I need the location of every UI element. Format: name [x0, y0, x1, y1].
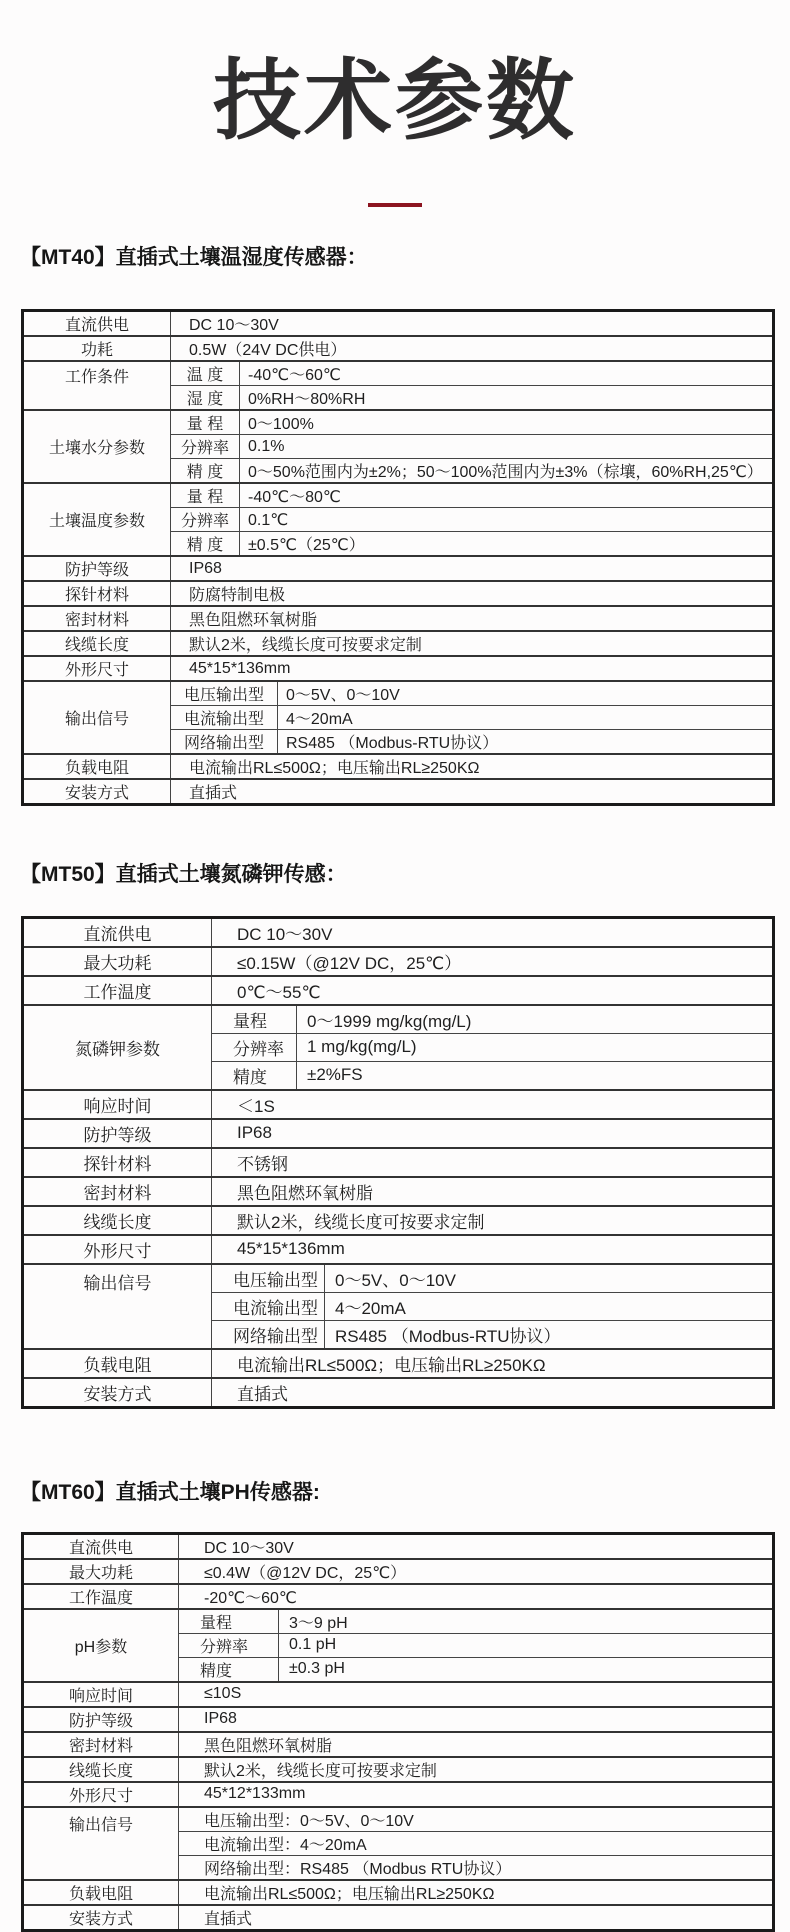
- spec-value-cell: [171, 483, 774, 508]
- spec-value-cell: [212, 1292, 774, 1320]
- table-row: [23, 631, 774, 656]
- spec-value-cell: [212, 1320, 774, 1349]
- spec-value-cell: [212, 1177, 774, 1206]
- spec-value: 不锈钢: [237, 1154, 288, 1174]
- spec-value-cell: [171, 730, 774, 755]
- table-row: [23, 656, 774, 681]
- spec-value-cell: [179, 1880, 774, 1905]
- spec-value: 4～20mA: [335, 1298, 406, 1318]
- table-row: [23, 1732, 774, 1757]
- spec-label: 防护等级: [23, 1707, 179, 1732]
- table-row: [23, 1905, 774, 1931]
- spec-label: 响应时间: [23, 1682, 179, 1707]
- spec-value: 45*15*136mm: [237, 1239, 345, 1259]
- spec-sub-label: 电流输出型: [171, 706, 278, 729]
- spec-value-cell: [179, 1855, 774, 1880]
- spec-value: 黑色阻燃环氧树脂: [237, 1183, 373, 1203]
- spec-label: 输出信号: [23, 1807, 179, 1880]
- spec-value-cell: [171, 706, 774, 730]
- spec-value: 0～100%: [248, 416, 314, 434]
- table-row: [23, 1609, 774, 1634]
- spec-value-cell: [171, 779, 774, 805]
- spec-value-cell: [212, 1033, 774, 1061]
- spec-label: 负载电阻: [23, 1349, 212, 1378]
- spec-value-cell: [212, 1005, 774, 1034]
- spec-value: 0.1 pH: [289, 1636, 337, 1654]
- table-row: [23, 1378, 774, 1408]
- spec-label: 氮磷钾参数: [23, 1005, 212, 1090]
- table-row: [23, 1005, 774, 1034]
- spec-value: ≤0.15W（@12V DC，25℃）: [237, 953, 462, 973]
- spec-value-cell: [171, 336, 774, 361]
- spec-value: IP68: [237, 1123, 272, 1143]
- spec-sub-label: 精 度: [171, 459, 240, 482]
- table-row: [23, 483, 774, 508]
- spec-label: 工作条件: [23, 361, 171, 410]
- spec-label: 土壤温度参数: [23, 483, 171, 556]
- spec-sub-label: 分辨率: [212, 1034, 297, 1061]
- spec-label: 探针材料: [23, 1148, 212, 1177]
- spec-value: 0.1%: [248, 437, 285, 455]
- table-row: [23, 976, 774, 1005]
- spec-value-cell: [171, 631, 774, 656]
- spec-sub-label: 精度: [212, 1062, 297, 1089]
- spec-value-cell: [171, 656, 774, 681]
- table-row: [23, 1090, 774, 1119]
- section-mt60: [0, 1479, 790, 1932]
- spec-sub-label: 电流输出型: [212, 1293, 325, 1320]
- spec-value: 默认2米，线缆长度可按要求定制: [237, 1212, 485, 1232]
- spec-value-cell: [171, 606, 774, 631]
- spec-label: 负载电阻: [23, 754, 171, 779]
- table-row: [23, 754, 774, 779]
- spec-sub-label: 量 程: [171, 484, 240, 507]
- spec-label: 直流供电: [23, 1533, 179, 1559]
- spec-label: 负载电阻: [23, 1880, 179, 1905]
- spec-value: IP68: [204, 1710, 237, 1728]
- spec-value: IP68: [189, 559, 222, 577]
- spec-label: pH参数: [23, 1609, 179, 1682]
- spec-label: 线缆长度: [23, 631, 171, 656]
- spec-value: ≤0.4W（@12V DC，25℃）: [204, 1564, 407, 1582]
- spec-value: 默认2米，线缆长度可按要求定制: [204, 1762, 437, 1780]
- spec-value-cell: [171, 435, 774, 459]
- table-row: [23, 1782, 774, 1807]
- table-row: [23, 1880, 774, 1905]
- spec-value: 1 mg/kg(mg/L): [307, 1037, 417, 1057]
- spec-value: 电压输出型：0～5V、0～10V: [204, 1812, 414, 1830]
- spec-sub-label: 温 度: [171, 362, 240, 385]
- spec-label: 外形尺寸: [23, 656, 171, 681]
- spec-value-cell: [171, 508, 774, 532]
- spec-value: ±2%FS: [307, 1065, 363, 1085]
- spec-value-cell: [212, 1061, 774, 1090]
- spec-value-cell: [212, 1235, 774, 1264]
- table-row: [23, 1533, 774, 1559]
- spec-label: 密封材料: [23, 1732, 179, 1757]
- table-row: [23, 1349, 774, 1378]
- spec-value-cell: [212, 917, 774, 947]
- spec-table-mount-mt40: [21, 309, 790, 806]
- spec-value: DC 10～30V: [189, 317, 279, 335]
- spec-value: 0～5V、0～10V: [286, 687, 400, 705]
- spec-value: ±0.3 pH: [289, 1660, 345, 1678]
- spec-label: 响应时间: [23, 1090, 212, 1119]
- spec-value-cell: [171, 556, 774, 581]
- spec-sub-label: 精度: [179, 1658, 279, 1681]
- spec-sub-label: 网络输出型: [171, 730, 278, 753]
- spec-label: 直流供电: [23, 311, 171, 337]
- spec-value: RS485 （Modbus-RTU协议）: [335, 1326, 561, 1346]
- spec-sub-label: 电压输出型: [212, 1265, 325, 1292]
- spec-sub-label: 量程: [212, 1006, 297, 1033]
- spec-sub-label: 分辨率: [179, 1634, 279, 1657]
- spec-label: 工作温度: [23, 976, 212, 1005]
- section-mt40: [0, 244, 790, 806]
- table-row: [23, 1757, 774, 1782]
- table-row: [23, 1707, 774, 1732]
- spec-value-cell: [179, 1807, 774, 1832]
- spec-label: 外形尺寸: [23, 1235, 212, 1264]
- spec-label: 输出信号: [23, 1264, 212, 1349]
- spec-value-cell: [179, 1533, 774, 1559]
- spec-value-cell: [171, 410, 774, 435]
- spec-value: 电流输出型：4～20mA: [204, 1836, 367, 1854]
- spec-value-cell: [212, 976, 774, 1005]
- spec-value-cell: [179, 1559, 774, 1584]
- spec-table-mount-mt50: [21, 916, 790, 1409]
- spec-label: 最大功耗: [23, 947, 212, 976]
- spec-label: 密封材料: [23, 606, 171, 631]
- spec-label: 防护等级: [23, 1119, 212, 1148]
- spec-value-cell: [212, 1349, 774, 1378]
- spec-value: ＜1S: [237, 1096, 275, 1116]
- spec-label: 线缆长度: [23, 1757, 179, 1782]
- spec-value: 直插式: [204, 1910, 253, 1928]
- section-heading-mt60: 【MT60】直插式土壤PH传感器:: [20, 1480, 320, 1504]
- spec-value: ±0.5℃（25℃）: [248, 537, 365, 555]
- spec-table-mt60: [21, 1532, 775, 1932]
- spec-value: 防腐特制电极: [189, 587, 286, 605]
- spec-value-cell: [179, 1782, 774, 1807]
- spec-label: 功耗: [23, 336, 171, 361]
- spec-label: 最大功耗: [23, 1559, 179, 1584]
- spec-value: 0～50%范围内为±2%；50～100%范围内为±3%（棕壤，60%RH,25℃）: [248, 464, 763, 482]
- spec-sub-label: 精 度: [171, 532, 240, 555]
- spec-table-mount-mt60: [21, 1532, 790, 1932]
- table-row: [23, 581, 774, 606]
- spec-value-cell: [171, 581, 774, 606]
- spec-value: -40℃～60℃: [248, 367, 341, 385]
- spec-value-cell: [171, 459, 774, 484]
- spec-value: 0～5V、0～10V: [335, 1270, 456, 1290]
- spec-value-cell: [179, 1707, 774, 1732]
- spec-label: 探针材料: [23, 581, 171, 606]
- spec-value-cell: [179, 1905, 774, 1931]
- spec-sub-label: 湿 度: [171, 386, 240, 409]
- table-row: [23, 947, 774, 976]
- spec-label: 输出信号: [23, 681, 171, 754]
- spec-label: 安装方式: [23, 1378, 212, 1408]
- spec-value-cell: [171, 361, 774, 386]
- spec-value-cell: [171, 386, 774, 411]
- spec-value: 3～9 pH: [289, 1614, 348, 1632]
- spec-value-cell: [212, 1148, 774, 1177]
- spec-label: 外形尺寸: [23, 1782, 179, 1807]
- spec-value-cell: [171, 681, 774, 706]
- spec-value-cell: [179, 1757, 774, 1782]
- spec-label: 直流供电: [23, 917, 212, 947]
- spec-value: 黑色阻燃环氧树脂: [204, 1737, 333, 1755]
- table-row: [23, 1119, 774, 1148]
- spec-table-mt40: [21, 309, 775, 806]
- section-heading-mt40: 【MT40】直插式土壤温湿度传感器：: [20, 246, 368, 269]
- spec-value: 0～1999 mg/kg(mg/L): [307, 1011, 472, 1031]
- table-row: [23, 917, 774, 947]
- spec-sub-label: 电压输出型: [171, 682, 278, 705]
- spec-label: 密封材料: [23, 1177, 212, 1206]
- spec-value-cell: [212, 1378, 774, 1408]
- spec-value: -20℃～60℃: [204, 1589, 297, 1607]
- table-row: [23, 1264, 774, 1293]
- spec-value: DC 10～30V: [204, 1539, 294, 1557]
- spec-sub-label: 量程: [179, 1610, 279, 1633]
- table-row: [23, 410, 774, 435]
- spec-value-cell: [179, 1657, 774, 1682]
- spec-value: DC 10～30V: [237, 924, 333, 944]
- spec-value: 45*15*136mm: [189, 659, 291, 677]
- spec-sub-label: 网络输出型: [212, 1321, 325, 1348]
- spec-sub-label: 分辨率: [171, 508, 240, 531]
- table-row: [23, 336, 774, 361]
- spec-sub-label: 量 程: [171, 411, 240, 434]
- section-heading-mt50: 【MT50】直插式土壤氮磷钾传感：: [20, 863, 347, 887]
- table-row: [23, 361, 774, 386]
- table-row: [23, 1177, 774, 1206]
- table-row: [23, 1559, 774, 1584]
- spec-value-cell: [171, 532, 774, 557]
- spec-value: 4～20mA: [286, 711, 353, 729]
- spec-value: RS485 （Modbus-RTU协议）: [286, 735, 499, 753]
- spec-value-cell: [171, 754, 774, 779]
- spec-value-cell: [179, 1831, 774, 1855]
- spec-value-cell: [179, 1633, 774, 1657]
- spec-value: 默认2米，线缆长度可按要求定制: [189, 637, 422, 655]
- table-row: [23, 681, 774, 706]
- spec-sub-label: 分辨率: [171, 435, 240, 458]
- spec-value-cell: [171, 311, 774, 337]
- table-row: [23, 1682, 774, 1707]
- spec-value: 0%RH～80%RH: [248, 391, 366, 409]
- spec-value: 电流输出RL≤500Ω；电压输出RL≥250KΩ: [204, 1885, 495, 1903]
- spec-value-cell: [212, 1206, 774, 1235]
- spec-value: 直插式: [189, 785, 238, 803]
- table-row: [23, 606, 774, 631]
- table-row: [23, 1148, 774, 1177]
- section-mt50: [0, 861, 790, 1408]
- table-row: [23, 311, 774, 337]
- spec-value-cell: [212, 1264, 774, 1293]
- spec-table-mt50: [21, 916, 775, 1409]
- spec-value: ≤10S: [204, 1685, 242, 1703]
- spec-label: 工作温度: [23, 1584, 179, 1609]
- spec-value-cell: [212, 1119, 774, 1148]
- spec-label: 安装方式: [23, 1905, 179, 1931]
- page-title: 技术参数: [212, 51, 577, 150]
- spec-value: 0.5W（24V DC供电）: [189, 342, 347, 360]
- spec-value: 直插式: [237, 1384, 288, 1404]
- spec-value: -40℃～80℃: [248, 489, 341, 507]
- spec-label: 线缆长度: [23, 1206, 212, 1235]
- spec-label: 土壤水分参数: [23, 410, 171, 483]
- spec-value-cell: [212, 947, 774, 976]
- spec-label: 安装方式: [23, 779, 171, 805]
- spec-value-cell: [179, 1732, 774, 1757]
- table-row: [23, 1584, 774, 1609]
- table-row: [23, 1807, 774, 1832]
- spec-value: 45*12*133mm: [204, 1785, 306, 1803]
- spec-value: 0.1℃: [248, 511, 289, 529]
- spec-value: 黑色阻燃环氧树脂: [189, 612, 318, 630]
- table-row: [23, 1235, 774, 1264]
- title-underline: [368, 203, 422, 207]
- table-row: [23, 779, 774, 805]
- table-row: [23, 556, 774, 581]
- spec-label: 防护等级: [23, 556, 171, 581]
- spec-value-cell: [179, 1584, 774, 1609]
- table-row: [23, 1206, 774, 1235]
- spec-value: 电流输出RL≤500Ω；电压输出RL≥250KΩ: [237, 1355, 546, 1375]
- spec-value-cell: [212, 1090, 774, 1119]
- spec-value: 0℃～55℃: [237, 982, 321, 1002]
- spec-value-cell: [179, 1609, 774, 1634]
- spec-value: 网络输出型：RS485 （Modbus RTU协议）: [204, 1860, 512, 1878]
- spec-value: 电流输出RL≤500Ω；电压输出RL≥250KΩ: [189, 760, 480, 778]
- spec-value-cell: [179, 1682, 774, 1707]
